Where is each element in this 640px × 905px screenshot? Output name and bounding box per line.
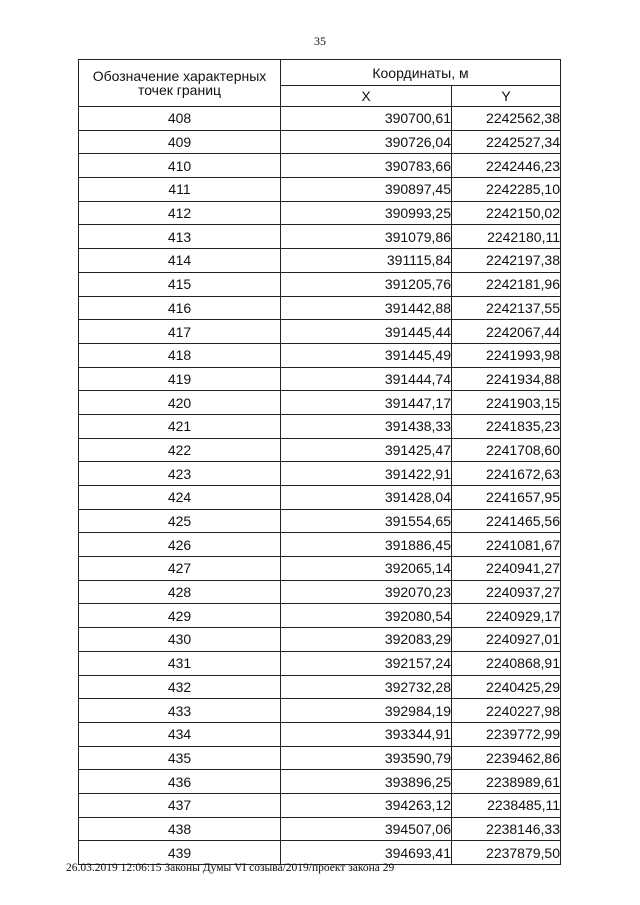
footer-text: 26.03.2019 12:06:15 Законы Думы VI созыва/2019/проект закона 29 (66, 862, 395, 874)
x-cell: 392070,23 (281, 580, 452, 604)
y-cell: 2237879,50 (452, 841, 561, 865)
point-cell: 410 (79, 154, 281, 178)
point-cell: 413 (79, 225, 281, 249)
point-cell: 417 (79, 320, 281, 344)
table-row (79, 414, 561, 438)
y-cell: 2241465,56 (452, 509, 561, 533)
table-row (79, 391, 561, 415)
y-cell: 2240425,29 (452, 675, 561, 699)
point-cell: 416 (79, 296, 281, 320)
y-cell: 2241993,98 (452, 343, 561, 367)
table-row (79, 486, 561, 510)
x-cell: 391079,86 (281, 225, 452, 249)
y-cell: 2240941,27 (452, 557, 561, 581)
x-column-header: X (281, 86, 452, 107)
y-cell: 2241708,60 (452, 438, 561, 462)
table-row (79, 509, 561, 533)
x-cell: 391115,84 (281, 249, 452, 273)
y-cell: 2241934,88 (452, 367, 561, 391)
table-row (79, 580, 561, 604)
point-cell: 429 (79, 604, 281, 628)
point-cell: 415 (79, 272, 281, 296)
point-cell: 423 (79, 462, 281, 486)
table-row (79, 272, 561, 296)
table-row (79, 154, 561, 178)
page-number: 35 (314, 34, 326, 48)
x-cell: 391205,76 (281, 272, 452, 296)
y-cell: 2242181,96 (452, 272, 561, 296)
point-cell: 435 (79, 746, 281, 770)
table-row (79, 722, 561, 746)
y-cell: 2240937,27 (452, 580, 561, 604)
point-cell: 428 (79, 580, 281, 604)
table-row (79, 770, 561, 794)
point-cell: 434 (79, 722, 281, 746)
x-cell: 394263,12 (281, 793, 452, 817)
y-cell: 2242150,02 (452, 201, 561, 225)
point-cell: 409 (79, 130, 281, 154)
x-cell: 393344,91 (281, 722, 452, 746)
y-cell: 2242137,55 (452, 296, 561, 320)
point-cell: 421 (79, 414, 281, 438)
points-column-header: Обозначение характерных точек границ (79, 60, 281, 107)
x-cell: 392080,54 (281, 604, 452, 628)
y-cell: 2242562,38 (452, 107, 561, 131)
point-cell: 425 (79, 509, 281, 533)
table-row (79, 249, 561, 273)
x-cell: 392065,14 (281, 557, 452, 581)
point-cell: 408 (79, 107, 281, 131)
table-row (79, 604, 561, 628)
y-cell: 2241835,23 (452, 414, 561, 438)
x-cell: 390726,04 (281, 130, 452, 154)
y-cell: 2242180,11 (452, 225, 561, 249)
table-row (79, 675, 561, 699)
table-row (79, 841, 561, 865)
x-cell: 391447,17 (281, 391, 452, 415)
y-cell: 2240227,98 (452, 699, 561, 723)
y-cell: 2241672,63 (452, 462, 561, 486)
table-row (79, 651, 561, 675)
table-row (79, 699, 561, 723)
x-cell: 391438,33 (281, 414, 452, 438)
point-cell: 432 (79, 675, 281, 699)
x-cell: 394693,41 (281, 841, 452, 865)
y-cell: 2240927,01 (452, 628, 561, 652)
table-row (79, 746, 561, 770)
table-row (79, 130, 561, 154)
table-row (79, 107, 561, 131)
table-row (79, 462, 561, 486)
coordinates-table (78, 59, 561, 865)
table-row (79, 225, 561, 249)
point-cell: 422 (79, 438, 281, 462)
table-row (79, 178, 561, 202)
point-cell: 418 (79, 343, 281, 367)
x-cell: 394507,06 (281, 817, 452, 841)
y-cell: 2239772,99 (452, 722, 561, 746)
x-cell: 392984,19 (281, 699, 452, 723)
table-row (79, 320, 561, 344)
x-cell: 391442,88 (281, 296, 452, 320)
point-cell: 412 (79, 201, 281, 225)
point-cell: 437 (79, 793, 281, 817)
point-cell: 411 (79, 178, 281, 202)
y-cell: 2242197,38 (452, 249, 561, 273)
y-cell: 2238485,11 (452, 793, 561, 817)
y-cell: 2239462,86 (452, 746, 561, 770)
x-cell: 391428,04 (281, 486, 452, 510)
x-cell: 392157,24 (281, 651, 452, 675)
table-row (79, 817, 561, 841)
y-cell: 2242446,23 (452, 154, 561, 178)
y-cell: 2238146,33 (452, 817, 561, 841)
point-cell: 426 (79, 533, 281, 557)
y-cell: 2242285,10 (452, 178, 561, 202)
y-column-header: Y (452, 86, 561, 107)
x-cell: 390993,25 (281, 201, 452, 225)
point-cell: 433 (79, 699, 281, 723)
x-cell: 391886,45 (281, 533, 452, 557)
table-row (79, 628, 561, 652)
table-row (79, 367, 561, 391)
point-cell: 431 (79, 651, 281, 675)
x-cell: 393590,79 (281, 746, 452, 770)
y-cell: 2240929,17 (452, 604, 561, 628)
x-cell: 392732,28 (281, 675, 452, 699)
x-cell: 391445,44 (281, 320, 452, 344)
table-row (79, 793, 561, 817)
point-cell: 427 (79, 557, 281, 581)
x-cell: 391554,65 (281, 509, 452, 533)
y-cell: 2241081,67 (452, 533, 561, 557)
table-row (79, 533, 561, 557)
point-cell: 414 (79, 249, 281, 273)
table-row (79, 557, 561, 581)
x-cell: 391422,91 (281, 462, 452, 486)
table-row (79, 296, 561, 320)
y-cell: 2241657,95 (452, 486, 561, 510)
y-cell: 2241903,15 (452, 391, 561, 415)
y-cell: 2240868,91 (452, 651, 561, 675)
point-cell: 438 (79, 817, 281, 841)
table-body (79, 107, 561, 865)
table-row (79, 201, 561, 225)
x-cell: 391444,74 (281, 367, 452, 391)
y-cell: 2242527,34 (452, 130, 561, 154)
x-cell: 390897,45 (281, 178, 452, 202)
x-cell: 393896,25 (281, 770, 452, 794)
point-cell: 419 (79, 367, 281, 391)
y-cell: 2238989,61 (452, 770, 561, 794)
table-row (79, 438, 561, 462)
x-cell: 390783,66 (281, 154, 452, 178)
x-cell: 392083,29 (281, 628, 452, 652)
point-cell: 439 (79, 841, 281, 865)
coordinates-header: Координаты, м (281, 60, 561, 86)
point-cell: 424 (79, 486, 281, 510)
y-cell: 2242067,44 (452, 320, 561, 344)
x-cell: 391445,49 (281, 343, 452, 367)
point-cell: 436 (79, 770, 281, 794)
x-cell: 390700,61 (281, 107, 452, 131)
point-cell: 420 (79, 391, 281, 415)
x-cell: 391425,47 (281, 438, 452, 462)
point-cell: 430 (79, 628, 281, 652)
table-row (79, 343, 561, 367)
